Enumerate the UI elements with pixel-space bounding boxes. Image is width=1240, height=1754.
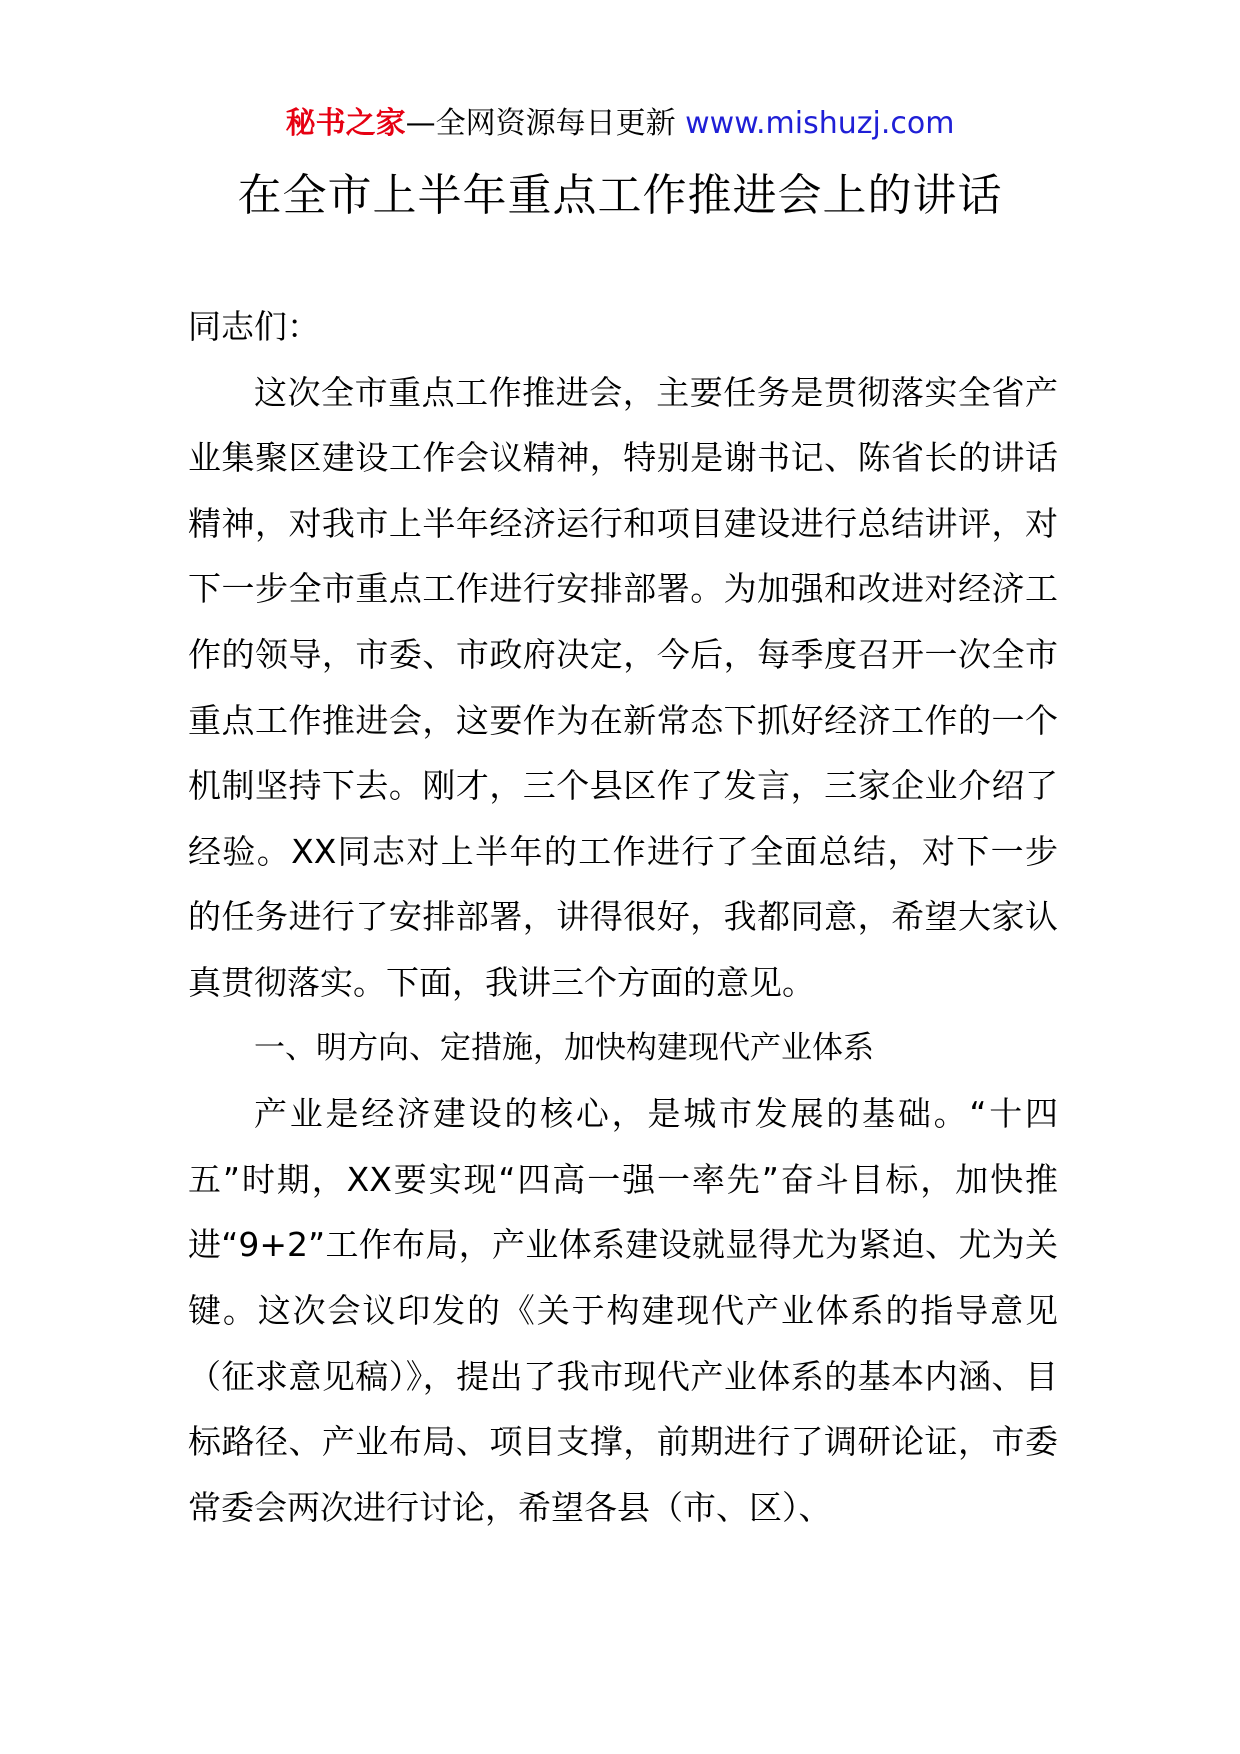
body-paragraph: 这次全市重点工作推进会，主要任务是贯彻落实全省产业集聚区建设工作会议精神，特别是谢书记、陈省长的讲话精神，对我市上半年经济运行和项目建设进行总结讲评，对下一步全市重点工作进行安排部署。为加强和改进对经济工作的领导，市委、市政府决定，今后，每季度召开一次全市重点工作推进会，这要作为在新常态下抓好经济工作的一个机制坚持下去。刚才，三个县区作了发言，三家企业介绍了经验。XX同志对上半年的工作进行了全面总结，对下一步的任务进行了安排部署，讲得很好，我都同意，希望大家认真贯彻落实。下面，我讲三个方面的意见。 [188,372,1058,1002]
document-title: 在全市上半年重点工作推进会上的讲话 [237,170,1003,221]
site-header-banner [0,102,1240,146]
brand-name: 秘书之家 [285,106,406,141]
document-body [188,294,1058,1540]
salutation: 同志们： [188,307,320,346]
section-heading: 一、明方向、定措施，加快构建现代产业体系 [254,1029,874,1066]
section-paragraph: 产业是经济建设的核心，是城市发展的基础。“十四五”时期，XX要实现“四高一强一率先”奋斗目标，加快推进“9+2”工作布局，产业体系建设就显得尤为紧迫、尤为关键。这次会议印发的《关于构建现代产业体系的指导意见（征求意见稿）》，提出了我市现代产业体系的基本内涵、目标路径、产业布局、项目支撑，前期进行了调研论证，市委常委会两次进行讨论，希望各县（市、区）、 [188,1094,1058,1527]
header-tagline: —全网资源每日更新 [405,106,676,141]
site-url-link[interactable]: www.mishuzj.com [685,106,955,141]
